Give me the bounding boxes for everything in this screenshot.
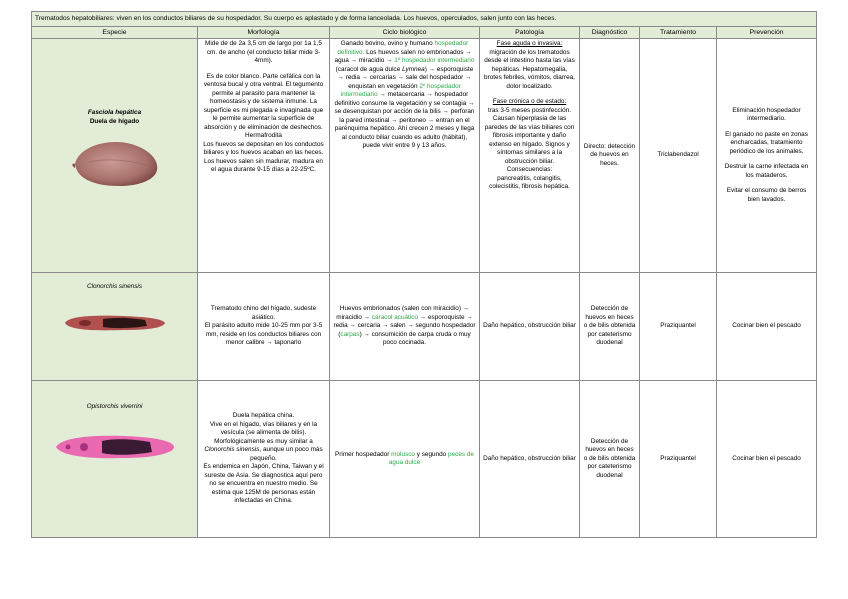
opistorchis-image — [54, 430, 176, 464]
species-name: Fasciola hepática — [87, 109, 142, 117]
species-cell-clonorchis — [32, 273, 198, 381]
table-row-clonorchis — [32, 273, 817, 381]
header-life-cycle: Ciclo biológico — [330, 27, 480, 39]
prevention-1: Eliminación hospedador intermediario. — [732, 106, 801, 123]
title-row — [32, 12, 817, 27]
prevention-cell-fasciola — [717, 39, 817, 273]
morph-similarity: Morfológicamente es muy similar a Clonorchis sinensis, aunque un poco más pequeño. — [204, 437, 323, 462]
header-diagnosis: Diagnóstico — [580, 27, 640, 39]
morph-common-name: Duela hepática china. — [232, 412, 295, 420]
treatment-cell-fasciola: Triclabendazol — [640, 39, 717, 273]
cycle-text: Ganado bovino, ovino y humano hospedador definitivo. Los huevos salen no embrionados → agua → miracidio → 1º hospedador intermediario (caracol de agua dulce Lymnea) → esporoquiste → redia → cercarias → sale del hospedador → enquistan en vegetación 2º hospedador intermediario → metacercaria → hospedador definitivo consume la vegetación y se contagia → se desenquistan por acción de la bilis → perforan la pared intestinal → peritoneo → entran en el parénquima hepático. Ahí crecen 2 meses y llega al conducto biliar cuando es adulto (hábitat), puede vivir entre 9 y 13 años. — [334, 40, 475, 150]
species-common-name: Duela de hígado — [89, 117, 140, 125]
morph-habitat: Vive en el hígado, vías biliares y en la vesícula (se alimenta de bilis). — [209, 420, 318, 437]
morph-hermaphrodite: Hermafrodita — [245, 132, 282, 140]
prevention-cell-opistorchis: Cocinar bien el pescado — [717, 381, 817, 538]
cycle-cell-fasciola — [330, 39, 480, 273]
morphology-cell-clonorchis — [198, 273, 330, 381]
morph-origin: Trematodo chino del hígado, sudeste asiático. — [210, 305, 317, 321]
morph-size: Mide de de 2a 3,5 cm de largo por 1a 1,5 cm. de ancho (el conducto biliar mide 3-4mm). — [205, 40, 322, 65]
pathology-acute-text: migración de los trematodos desde el intestino hasta las vías hepáticas. Hepatomegalia, brotes febriles, vómitos, diarrea, dolor localizado. — [484, 48, 575, 90]
pathology-cell-fasciola — [480, 39, 580, 273]
prevention-2: El ganado no paste en zonas encharcadas, tratamiento periódico de los animales. — [725, 130, 808, 155]
pathology-chronic-text: tras 3-5 meses postinfección. Causan hiperplasia de las paredes de las vías biliares con fibrosis importante y daño extenso en hígado. Signos y síntomas similares a la obstrucción biliar. — [484, 106, 575, 165]
pathology-chronic-heading: Fase crónica o de estado: — [492, 98, 567, 106]
species-name: Opistorchis viverrini — [86, 403, 143, 411]
cycle-text: Primer hospedador molusco y segundo peces de agua dulce — [335, 450, 474, 467]
clonorchis-image — [63, 312, 167, 334]
header-pathology: Patología — [480, 27, 580, 39]
cycle-cell-opistorchis — [330, 381, 480, 538]
morph-description: Es de color blanco. Parte cefálica con la ventosa bucal y otra ventral. El tegumento permite al parasito para mantener la homeostasis y de sistema inmune. La superficie es mi plegada e invaginada que le permite aumentar la superficie de absorción y de eliminación de deshechos. — [203, 72, 324, 131]
species-cell-opistorchis — [32, 381, 198, 538]
morph-epidemiology: Es endemica en Japón, China, Taiwan y el sureste de Asia. Se diagnostica aquí pero no se encuentra en nuestro medio. Se estima que 125M de personas están infectadas en China. — [203, 463, 324, 505]
diagnosis-cell-fasciola: Directo: detección de huevos en heces. — [580, 39, 640, 273]
pathology-cell-opistorchis: Daño hepático, obstrucción biliar — [480, 381, 580, 538]
header-prevention: Prevención — [717, 27, 817, 39]
cycle-cell-clonorchis — [330, 273, 480, 381]
treatment-cell-opistorchis: Praziquantel — [640, 381, 717, 538]
table-title: Trematodos hepatobiliares: viven en los conductos biliares de su hospedador. Su cuerpo es aplastado y de forma lanceolada. Los huevos, operculados, salen junto con las heces. — [32, 12, 817, 27]
species-cell-fasciola — [32, 39, 198, 273]
diagnosis-cell-clonorchis: Detección de huevos en heces o de bilis obtenida por cateterismo duodenal — [580, 273, 640, 381]
header-row — [32, 27, 817, 39]
pathology-cell-clonorchis: Daño hepático, obstrucción biliar — [480, 273, 580, 381]
morph-size: El parásito adulto mide 10-25 mm por 3-5 mm, reside en los conductos biliares con menor calibre → taponarlo — [204, 322, 323, 347]
pathology-acute-heading: Fase aguda o invasiva: — [496, 40, 563, 48]
treatment-cell-clonorchis: Praziquantel — [640, 273, 717, 381]
morph-eggs: Los huevos se depositan en los conductos biliares y los huevos acaban en las heces. Los huevos salen sin madurar, madura en el agua durante 9-15 días a 22-25ºC. — [203, 140, 324, 174]
table-row-fasciola — [32, 39, 817, 273]
pathology-consequences-heading: Consecuencias: — [506, 166, 553, 174]
diagnosis-cell-opistorchis: Detección de huevos en heces o de bilis obtenida por cateterismo duodenal — [580, 381, 640, 538]
header-species: Especie — [32, 27, 198, 39]
morphology-cell-opistorchis — [198, 381, 330, 538]
morphology-cell-fasciola — [198, 39, 330, 273]
cycle-text: Huevos embrionados (salen con miracidio) → miracidio → caracol acuático → esporoquiste → redia → cercaria → salen → segundo hospedador (carpas) → consumición de carpa cruda o muy poco cocinada. — [333, 305, 476, 347]
trematodes-table — [31, 11, 817, 538]
prevention-3: Destruir la carne infectada en los mataderos. — [724, 163, 809, 179]
fasciola-image — [69, 132, 161, 192]
header-treatment: Tratamiento — [640, 27, 717, 39]
pathology-consequences-text: pancreatitis, colangitis, colecistitis, fibrosis hepática. — [489, 174, 570, 191]
header-morphology: Morfología — [198, 27, 330, 39]
species-name: Clonorchis sinensis — [86, 283, 143, 291]
prevention-4: Evitar el consumo de berros bien lavados. — [726, 187, 807, 203]
prevention-cell-clonorchis: Cocinar bien el pescado — [717, 273, 817, 381]
table-row-opistorchis — [32, 381, 817, 538]
